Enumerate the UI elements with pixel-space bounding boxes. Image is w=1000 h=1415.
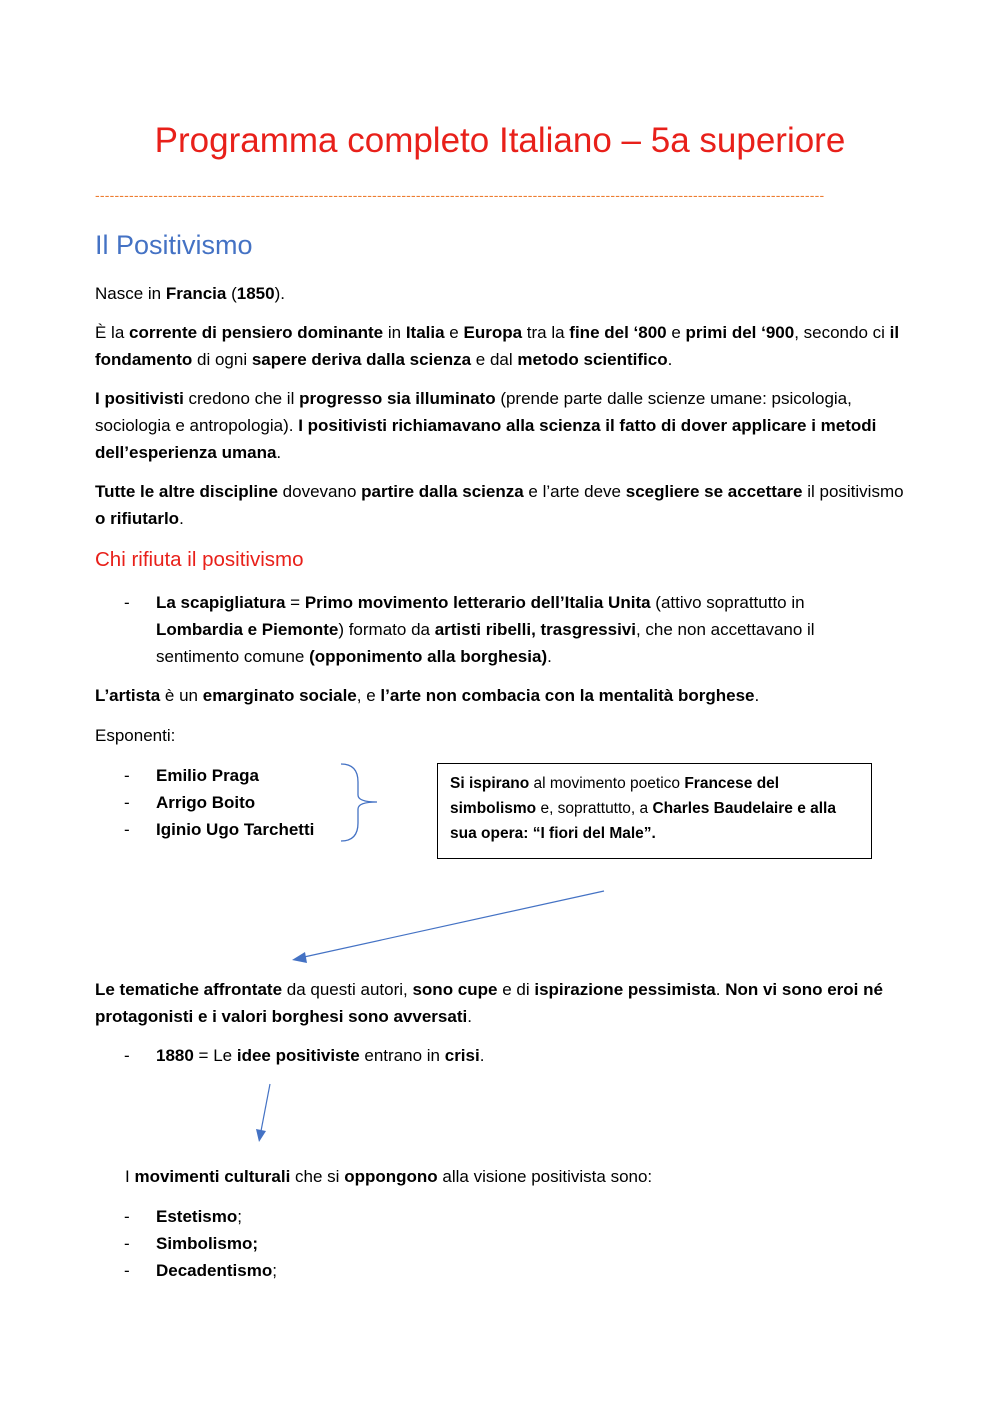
paragraph-positivists: I positivisti credono che il progresso sia illuminato (prende parte dalle scienze umane: psicologia, sociologia e antropologia). I positivisti richiamavano alla scienza il fatto di dover applicare i metodi dell’esperienza umana.: [95, 389, 877, 462]
page-title: Programma completo Italiano – 5a superiore: [154, 121, 846, 160]
list-bullet: -: [124, 1207, 130, 1226]
divider-line: ------------------------------------------------------------------------------------------------------------------------------------------------------: [95, 188, 825, 202]
paragraph-disciplines: Tutte le altre discipline dovevano partire dalla scienza e l’arte deve scegliere se accettare il positivismo o rifiutarlo.: [95, 482, 904, 528]
arrowhead: [292, 952, 307, 963]
right-brace: [341, 764, 377, 841]
arrowhead: [256, 1129, 266, 1142]
list-bullet: -: [124, 793, 130, 812]
note-box: Si ispirano al movimento poetico Francese del simbolismo e, soprattutto, a Charles Baudelaire e alla sua opera: “I fiori del Male”.: [437, 763, 872, 859]
list-item-movement: Decadentismo;: [156, 1261, 277, 1280]
list-item-movement: Simbolismo;: [156, 1234, 259, 1253]
paragraph-definition: È la corrente di pensiero dominante in Italia e Europa tra la fine del ‘800 e primi del ‘900, secondo ci il fondamento di ogni sapere deriva dalla scienza e dal metodo scientifico.: [95, 323, 900, 369]
paragraph-artist: L’artista è un emarginato sociale, e l’arte non combacia con la mentalità borghese.: [95, 686, 760, 705]
esponenti-label: Esponenti:: [95, 726, 176, 745]
list-item-movement: Estetismo;: [156, 1207, 242, 1226]
list-bullet: -: [124, 593, 130, 612]
paragraph-themes: Le tematiche affrontate da questi autori, sono cupe e di ispirazione pessimista. Non vi sono eroi né protagonisti e i valori borghesi sono avversati.: [95, 980, 883, 1026]
list-bullet: -: [124, 1234, 130, 1253]
list-item-crisis: 1880 = Le idee positiviste entrano in crisi.: [156, 1046, 485, 1065]
arrow-line: [304, 891, 604, 957]
list-bullet: -: [124, 1261, 130, 1280]
arrow-line: [261, 1084, 270, 1131]
list-bullet: -: [124, 820, 130, 839]
list-bullet: -: [124, 766, 130, 785]
list-bullet: -: [124, 1046, 130, 1065]
paragraph-origin: Nasce in Francia (1850).: [95, 284, 285, 303]
paragraph-movements: I movimenti culturali che si oppongono alla visione positivista sono:: [125, 1167, 653, 1186]
list-item-author: Arrigo Boito: [156, 793, 256, 812]
subsection-title: Chi rifiuta il positivismo: [95, 548, 304, 571]
list-item-author: Emilio Praga: [156, 766, 259, 785]
list-item-author: Iginio Ugo Tarchetti: [156, 820, 315, 839]
list-item-scapigliatura: La scapigliatura = Primo movimento letterario dell’Italia Unita (attivo soprattutto in Lombardia e Piemonte) formato da artisti ribelli, trasgressivi, che non accettavano il sentimento comune (opponimento alla borghesia).: [156, 593, 815, 666]
section-title: Il Positivismo: [95, 230, 253, 260]
